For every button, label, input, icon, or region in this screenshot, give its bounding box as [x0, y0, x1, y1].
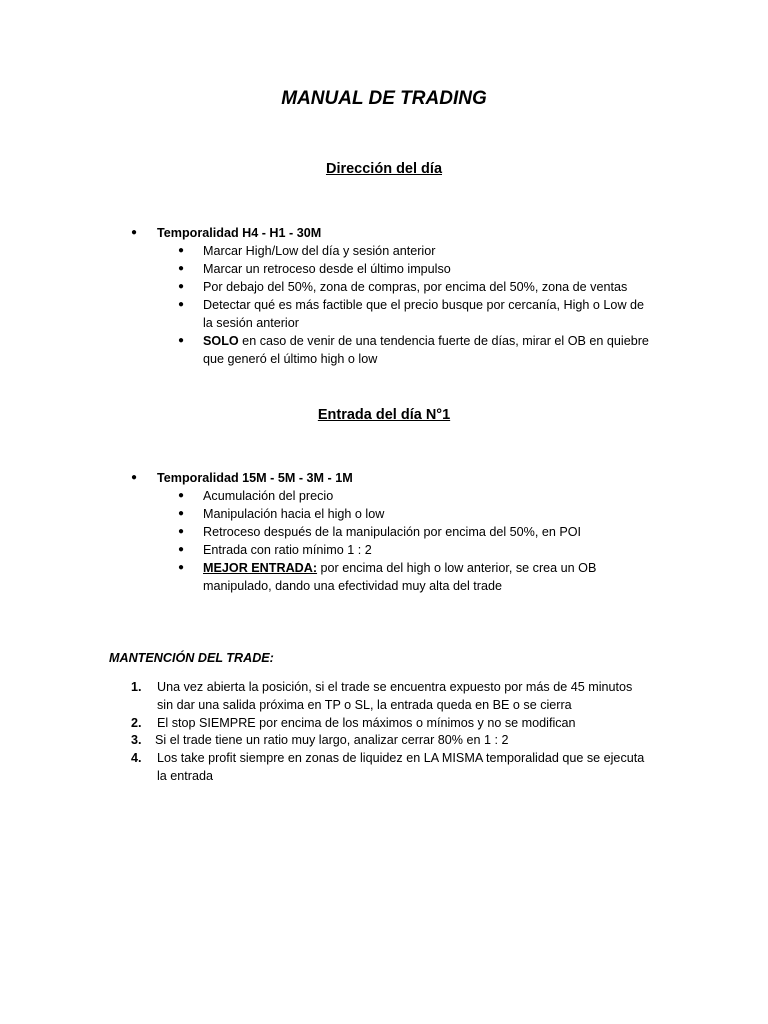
numbered-item: Si el trade tiene un ratio muy largo, analizar cerrar 80% en 1 : 2 — [155, 733, 509, 747]
section-heading-entrada: Entrada del día N°1 — [317, 407, 451, 423]
list-item: Marcar High/Low del día y sesión anterior — [203, 244, 436, 258]
bullet-icon: ● — [178, 544, 185, 555]
bullet-icon: ● — [178, 263, 185, 274]
bullet-icon: ● — [131, 472, 138, 483]
timeframe-line: Temporalidad H4 - H1 - 30M — [157, 226, 322, 240]
solo-label: SOLO — [203, 334, 239, 348]
list-item-continuation: la sesión anterior — [203, 316, 299, 330]
bullet-icon: ● — [131, 227, 138, 238]
list-item: Marcar un retroceso desde el último impulso — [203, 262, 451, 276]
bullet-icon: ● — [178, 490, 185, 501]
list-number: 1. — [131, 680, 142, 694]
numbered-item-continuation: la entrada — [157, 769, 214, 783]
best-entry-label: MEJOR ENTRADA: — [203, 561, 318, 575]
numbered-item-continuation: sin dar una salida próxima en TP o SL, la entrada queda en BE o se cierra — [157, 698, 572, 712]
list-item-continuation: manipulado, dando una efectividad muy alta del trade — [203, 579, 502, 593]
list-item: Acumulación del precio — [203, 489, 334, 503]
list-item: Manipulación hacia el high o low — [203, 507, 385, 521]
list-item-continuation: que generó el último high o low — [203, 352, 378, 366]
list-item: Por debajo del 50%, zona de compras, por encima del 50%, zona de ventas — [203, 280, 628, 294]
list-item — [203, 332, 649, 350]
list-item — [203, 559, 596, 577]
numbered-item: El stop SIEMPRE por encima de los máximos o mínimos y no se modifican — [157, 716, 576, 730]
bullet-icon: ● — [178, 299, 185, 310]
bullet-icon: ● — [178, 562, 185, 573]
bullet-icon: ● — [178, 245, 185, 256]
list-number: 2. — [131, 716, 142, 730]
list-number: 4. — [131, 751, 142, 765]
section-heading-mantencion: MANTENCIÓN DEL TRADE: — [109, 651, 274, 665]
list-item: Detectar qué es más factible que el precio busque por cercanía, High o Low de — [203, 298, 645, 312]
solo-text: en caso de venir de una tendencia fuerte de días, mirar el OB en quiebre — [238, 334, 649, 348]
list-item: Retroceso después de la manipulación por encima del 50%, en POI — [203, 525, 582, 539]
numbered-item: Los take profit siempre en zonas de liquidez en LA MISMA temporalidad que se ejecuta — [157, 751, 645, 765]
bullet-icon: ● — [178, 508, 185, 519]
timeframe-line: Temporalidad 15M - 5M - 3M - 1M — [157, 471, 353, 485]
list-number: 3. — [131, 733, 142, 747]
best-entry-text: por encima del high o low anterior, se crea un OB — [317, 561, 597, 575]
list-item: Entrada con ratio mínimo 1 : 2 — [203, 543, 372, 557]
document-title: MANUAL DE TRADING — [281, 88, 487, 109]
bullet-icon: ● — [178, 526, 185, 537]
bullet-icon: ● — [178, 335, 185, 346]
numbered-item: Una vez abierta la posición, si el trade se encuentra expuesto por más de 45 minutos — [157, 680, 633, 694]
bullet-icon: ● — [178, 281, 185, 292]
section-heading-direccion: Dirección del día — [325, 161, 443, 177]
